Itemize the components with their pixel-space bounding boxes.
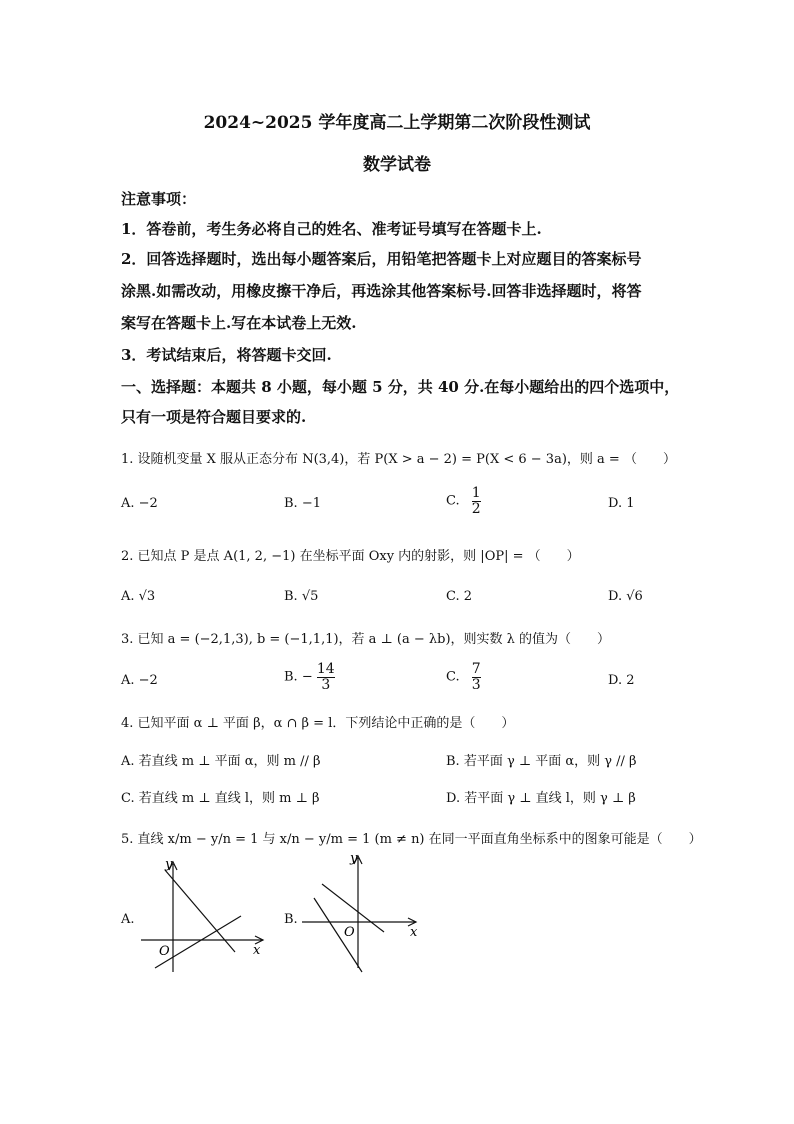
section-1-heading-line-2: 只有一项是符合题目要求的. — [121, 408, 307, 426]
question-5-stem: 5. 直线 x/m − y/n = 1 与 x/n − y/m = 1 (m ≠ n) 在同一平面直角坐标系中的图象可能是（ ） — [121, 832, 702, 847]
origin-label: O — [159, 944, 170, 959]
x-axis-label: x — [410, 925, 418, 940]
section-1-heading-line-1: 一、选择题：本题共 8 小题，每小题 5 分，共 40 分.在每小题给出的四个选项中， — [121, 378, 680, 396]
question-1-option-d: D. 1 — [608, 496, 635, 511]
line-2 — [155, 916, 241, 968]
question-3-option-d: D. 2 — [608, 673, 635, 688]
exam-subtitle: 数学试卷 — [363, 155, 431, 175]
numerator: 7 — [471, 661, 481, 677]
notice-item-3: 3．考试结束后，将答题卡交回. — [121, 346, 332, 364]
numerator: 1 — [471, 485, 481, 501]
notice-item-1: 1．答卷前，考生务必将自己的姓名、准考证号填写在答题卡上. — [121, 220, 542, 238]
question-4-option-c: C. 若直线 m ⊥ 直线 l，则 m ⊥ β — [121, 791, 320, 806]
question-5-option-a-graph — [135, 856, 275, 976]
question-3-option-b — [284, 662, 335, 692]
question-4-option-a: A. 若直线 m ⊥ 平面 α，则 m // β — [121, 754, 321, 769]
question-3-option-c — [446, 662, 481, 692]
question-5-option-b-graph — [296, 850, 436, 970]
fraction — [472, 486, 481, 516]
question-1-option-c — [446, 486, 481, 516]
question-2-option-d: D. √6 — [608, 589, 643, 604]
denominator: 3 — [321, 676, 331, 693]
question-1-option-a: A. −2 — [121, 496, 158, 511]
question-5-option-a-label: A. — [121, 912, 135, 927]
exam-title: 2024~2025 学年度高二上学期第二次阶段性测试 — [203, 113, 591, 133]
question-2-option-a: A. √3 — [121, 589, 156, 604]
fraction — [317, 662, 335, 692]
question-2-stem: 2. 已知点 P 是点 A(1, 2, −1) 在坐标平面 Oxy 内的射影，则 |OP| = （ ） — [121, 549, 580, 564]
denominator: 2 — [471, 500, 481, 517]
origin-label: O — [344, 925, 355, 940]
question-5-option-b-label: B. — [284, 912, 298, 927]
question-4-option-b: B. 若平面 γ ⊥ 平面 α，则 γ // β — [446, 754, 637, 769]
question-3-stem: 3. 已知 a = (−2,1,3), b = (−1,1,1)，若 a ⊥ (a − λb)，则实数 λ 的值为（ ） — [121, 632, 611, 647]
question-3-option-a: A. −2 — [121, 673, 158, 688]
notice-item-2-line-1: 2．回答选择题时，选出每小题答案后，用铅笔把答题卡上对应题目的答案标号 — [121, 250, 642, 268]
notice-heading: 注意事项： — [121, 190, 197, 208]
numerator: 14 — [316, 661, 335, 677]
question-2-option-b: B. √5 — [284, 589, 319, 604]
notice-item-2-line-2: 涂黑.如需改动，用橡皮擦干净后，再选涂其他答案标号.回答非选择题时，将答 — [121, 282, 642, 300]
option-label: C. — [446, 669, 460, 685]
option-label: C. — [446, 493, 460, 509]
notice-item-2-line-3: 案写在答题卡上.写在本试卷上无效. — [121, 314, 357, 332]
question-2-option-c: C. 2 — [446, 589, 473, 604]
denominator: 3 — [471, 676, 481, 693]
question-1-option-b: B. −1 — [284, 496, 321, 511]
question-4-stem: 4. 已知平面 α ⊥ 平面 β，α ∩ β = l．下列结论中正确的是（ ） — [121, 716, 515, 731]
question-4-option-d: D. 若平面 γ ⊥ 直线 l，则 γ ⊥ β — [446, 791, 636, 806]
fraction — [472, 662, 481, 692]
y-axis-label: y — [165, 857, 173, 872]
option-label: B. − — [284, 669, 313, 685]
y-axis-label: y — [350, 851, 358, 866]
x-axis-label: x — [253, 943, 261, 958]
question-1-stem: 1. 设随机变量 X 服从正态分布 N(3,4)，若 P(X > a − 2) = P(X < 6 − 3a)，则 a = （ ） — [121, 452, 676, 467]
